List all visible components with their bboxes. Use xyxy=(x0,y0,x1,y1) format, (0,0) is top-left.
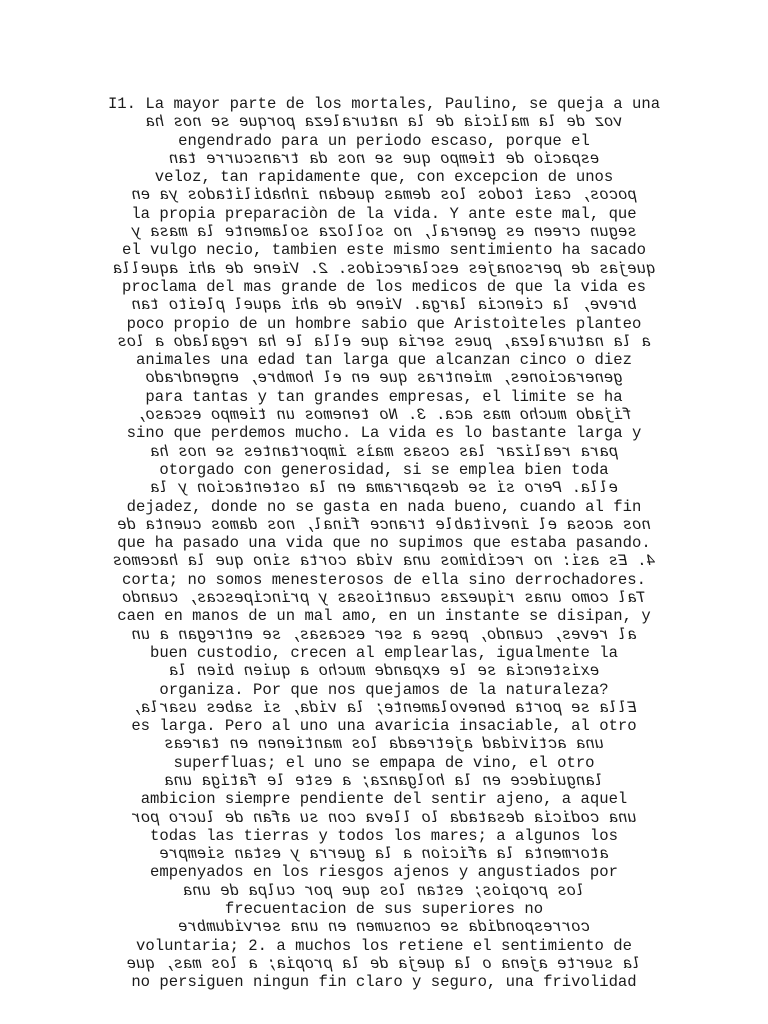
text-line: los propios; estan los que por culpa de una xyxy=(182,881,586,900)
text-line: nos acosa el inevitable trance final, nos damos cuenta de xyxy=(117,515,651,534)
text-line: quejas de personajes esclarecidos. 2. Viene de ahi aquella xyxy=(112,259,656,278)
text-line: la propia preparaciòn de la vida. Y ante este mal, que xyxy=(131,204,637,223)
text-line: superfluas; el uno se empapa de vino, el otro xyxy=(173,753,595,772)
text-line: ella. Pero si se desparrama en la ostentacion y la xyxy=(150,479,618,498)
text-line: para realizar las cosas maìs importantes se nos ha xyxy=(150,442,618,461)
text-line: no persiguen ningun fin claro y seguro, una frivolidad xyxy=(131,973,637,992)
text-line: organiza. Por que nos quejamos de la naturaleza? xyxy=(159,680,609,699)
text-line: Tal como unas riquezas cuantiosas y principescas, cuando xyxy=(121,589,647,608)
text-line: voz de la malicia de la naturaleza porque se nos ha xyxy=(145,113,623,132)
text-line: proclama del mas grande de los medicos de que la vida es xyxy=(121,277,647,296)
text-line: atormenta la aficion a la guerra y estan siempre xyxy=(159,845,609,864)
text-line: ambicion siempre pendiente del sentir ajeno, a aquel xyxy=(140,790,628,809)
text-line: pocos, casi todos los demas quedan inhabilitados ya en xyxy=(131,186,637,205)
text-line: caen en manos de un mal amo, en un instante se disipan, y xyxy=(117,607,651,626)
text-line: buen custodio, crecen al emplearlas, igualmente la xyxy=(150,643,618,662)
text-line: sino que perdemos mucho. La vida es lo bastante larga y xyxy=(126,424,642,443)
text-line: es larga. Pero al uno una avaricia insaciable, al otro xyxy=(131,717,637,736)
text-line: 4. Es asi: no recibimos una vida corta sino que la hacemos xyxy=(112,552,656,571)
body-text xyxy=(60,95,708,992)
text-line: animales una edad tan larga que alcanzan cinco o diez xyxy=(136,351,632,370)
text-line: existencia se le expande mucho a quien bien la xyxy=(168,662,600,681)
text-line: al reves, cuando, pese a ser escasas, se entregan a un xyxy=(131,625,637,644)
text-line: otorgado con generosidad, si se emplea bien toda xyxy=(159,460,609,479)
text-line: I1. La mayor parte de los mortales, Paulino, se queja a una xyxy=(107,95,661,113)
text-line: corta; no somos menesterosos de ella sino derrochadores. xyxy=(121,570,647,589)
text-line: voluntaria; 2. a muchos los retiene el sentimiento de xyxy=(136,936,632,955)
text-line: para tantas y tan grandes empresas, el limite se ha xyxy=(145,387,623,406)
text-line: engendrado para un periodo escaso, porque el xyxy=(178,131,590,150)
text-line: correspondida se consumen en una servidumbre xyxy=(178,918,590,937)
text-line: frecuentacion de sus superiores no xyxy=(224,900,544,919)
text-line: que ha pasado una vida que no supimos que estaba pasando. xyxy=(117,534,651,553)
text-line: breve, la ciencia larga. Viene de ahi aquel pleito tan xyxy=(131,296,637,315)
text-line: empenyados en los riesgos ajenos y angustiados por xyxy=(150,863,618,882)
text-line: una codicia desatada lo lleva con su afan de lucro por xyxy=(131,808,637,827)
text-line: fijado mucho mas aca. 3. No tenemos un tiempo escaso, xyxy=(136,406,632,425)
text-line: languidece en la holganza; a este le fatiga una xyxy=(164,771,604,790)
text-line: a la naturaleza, pues seria que ella le ha regalado a los xyxy=(117,332,651,351)
text-line: Ella se porta benevolamente; la vida, si sabes usarla, xyxy=(131,698,637,717)
text-line: veloz, tan rapidamente que, con excepcion de unos xyxy=(154,168,614,187)
text-line: espacio de tiempo que se nos da transcurre tan xyxy=(168,149,600,168)
text-line: todas las tierras y todos los mares; a algunos los xyxy=(150,826,618,845)
text-line: la suerte ajena o la queja de la propia; a los mas, que xyxy=(126,954,642,973)
text-line: el vulgo necio, tambien este mismo sentimiento ha sacado xyxy=(121,241,647,260)
text-line: una actividad ajetreada los mantienen en tareas xyxy=(164,735,604,754)
text-line: poco propio de un hombre sabio que Aristoìteles planteo xyxy=(126,314,642,333)
text-line: segun creen es general, no solloza solamente la masa y xyxy=(131,223,637,242)
text-line: dejadez, donde no se gasta en nada bueno, cuando al fin xyxy=(126,497,642,516)
text-line: generaciones, mientras que en el hombre, engendrado xyxy=(145,369,623,388)
